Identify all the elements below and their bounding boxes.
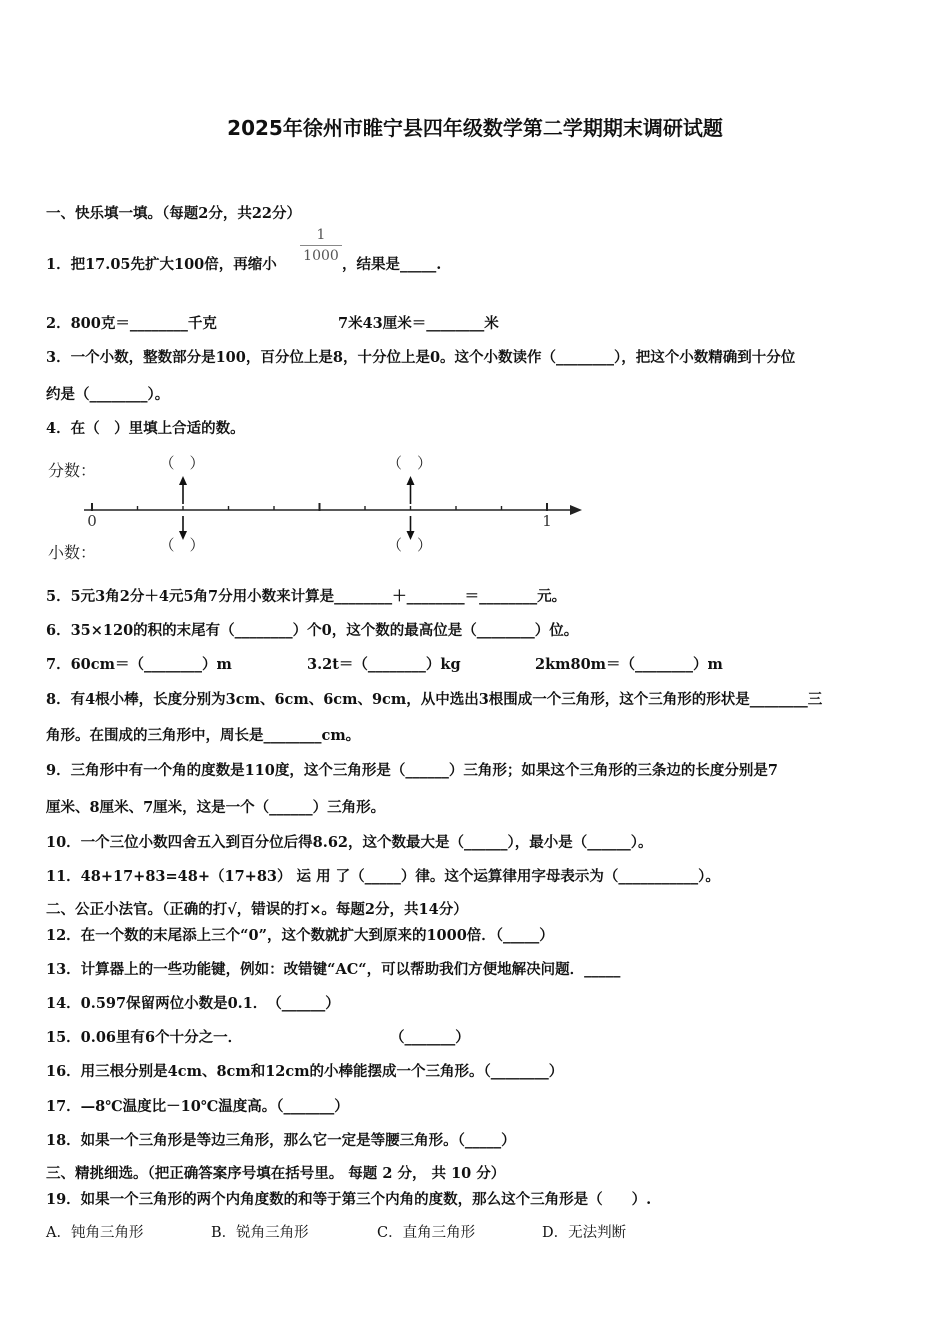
option-c: C．直角三角形 [377,1225,476,1241]
numberline-fraction-label: 分数： [48,461,97,480]
question-6-text: 6．35×120的积的末尾有（________）个0，这个数的最高位是（________）位。 [46,622,579,639]
numberline-axis [84,454,582,554]
option-d: D．无法判断 [542,1225,627,1241]
question-4-text: 4．在（ ）里填上合适的数。 [46,420,245,437]
question-1-text: 1．把17.05先扩大100倍，再缩小 [46,256,277,273]
question-14-text: 14．0.597保留两位小数是0.1． （______） [46,995,340,1012]
numberline-fraction-blank: （ ） [159,454,205,472]
question-10-text: 10．一个三位小数四舍五入到百分位后得8.62，这个数最大是（______），最小是（______）。 [46,834,653,851]
option-b: B．锐角三角形 [211,1225,309,1241]
question-3-line-1: 3．一个小数，整数部分是100，百分位上是8，十分位上是0。这个小数读作（________），把这个小数精确到十分位 [46,349,796,366]
question-5-text: 5．5元3角2分＋4元5角7分用小数来计算是________＋________＝________元。 [46,588,567,605]
numberline-end-label: 1 [542,512,552,530]
fraction-1-over-1000 [300,226,342,265]
numberline-start-label: 0 [87,512,97,530]
numberline-fraction-blank: （ ） [386,454,433,472]
numberline-figure [0,440,950,570]
question-3-line-2: 约是（________）。 [46,386,170,403]
question-16-text: 16．用三根分别是4cm、8cm和12cm的小棒能摆成一个三角形。（________） [46,1063,564,1080]
question-17-text: 17．—8℃温度比－10℃温度高。（_______） [46,1098,349,1115]
question-15-text: 15．0.06里有6个十分之一． [46,1029,243,1046]
question-18-text: 18．如果一个三角形是等边三角形，那么它一定是等腰三角形。（_____） [46,1132,516,1149]
fraction-denominator: 1000 [303,248,339,264]
question-9-line-2: 厘米、8厘米、7厘米，这是一个（______）三角形。 [46,799,386,816]
section-2-heading: 二、公正小法官。（正确的打√，错误的打×。每题2分，共14分） [46,901,468,918]
page-title: 2025年徐州市睢宁县四年级数学第二学期期末调研试题 [227,116,723,140]
numberline-arrowhead [570,505,582,515]
question-11-text: 11．48+17+83=48+（17+83） 运 用 了（_____）律。这个运算律用字母表示为（___________）。 [46,868,720,885]
numberline-decimal-label: 小数： [48,543,97,562]
section-1-heading: 一、快乐填一填。（每题2分，共22分） [46,205,302,222]
question-7-part-b: 3.2t＝（________）kg [307,656,461,673]
numberline-decimal-blank: （ ） [159,536,205,554]
question-2-part-a: 2．800克＝________千克 [46,315,217,332]
question-7-part-a: 7．60cm＝（________）m [46,656,232,673]
question-12-text: 12．在一个数的末尾添上三个“0”，这个数就扩大到原来的1000倍．（_____） [46,927,554,944]
question-13-text: 13．计算器上的一些功能键，例如：改错键“AC“，可以帮助我们方便地解决问题．_____ [46,961,621,978]
question-9-line-1: 9．三角形中有一个角的度数是110度，这个三角形是（______）三角形；如果这个三角形的三条边的长度分别是7 [46,762,778,779]
numberline-decimal-blank: （ ） [386,536,433,554]
question-15-blank: （_______） [390,1029,470,1046]
question-1-tail: ，结果是_____. [342,256,442,273]
question-8-line-1: 8．有4根小棒，长度分别为3cm、6cm、6cm、9cm，从中选出3根围成一个三角形，这个三角形的形状是________三 [46,691,823,708]
question-8-line-2: 角形。在围成的三角形中，周长是________cm。 [46,727,361,744]
question-7-part-c: 2km80m＝（________）m [535,656,723,673]
option-a: A．钝角三角形 [46,1225,144,1241]
fraction-numerator: 1 [316,227,326,243]
numberline-up-arrowhead [407,476,415,485]
question-2-part-b: 7米43厘米＝________米 [338,315,499,332]
numberline-up-arrowhead [179,476,187,485]
section-3-heading: 三、精挑细选。（把正确答案序号填在括号里。 每题 2 分， 共 10 分） [46,1165,506,1182]
question-19-text: 19．如果一个三角形的两个内角度数的和等于第三个内角的度数，那么这个三角形是（ ）. [46,1191,652,1208]
